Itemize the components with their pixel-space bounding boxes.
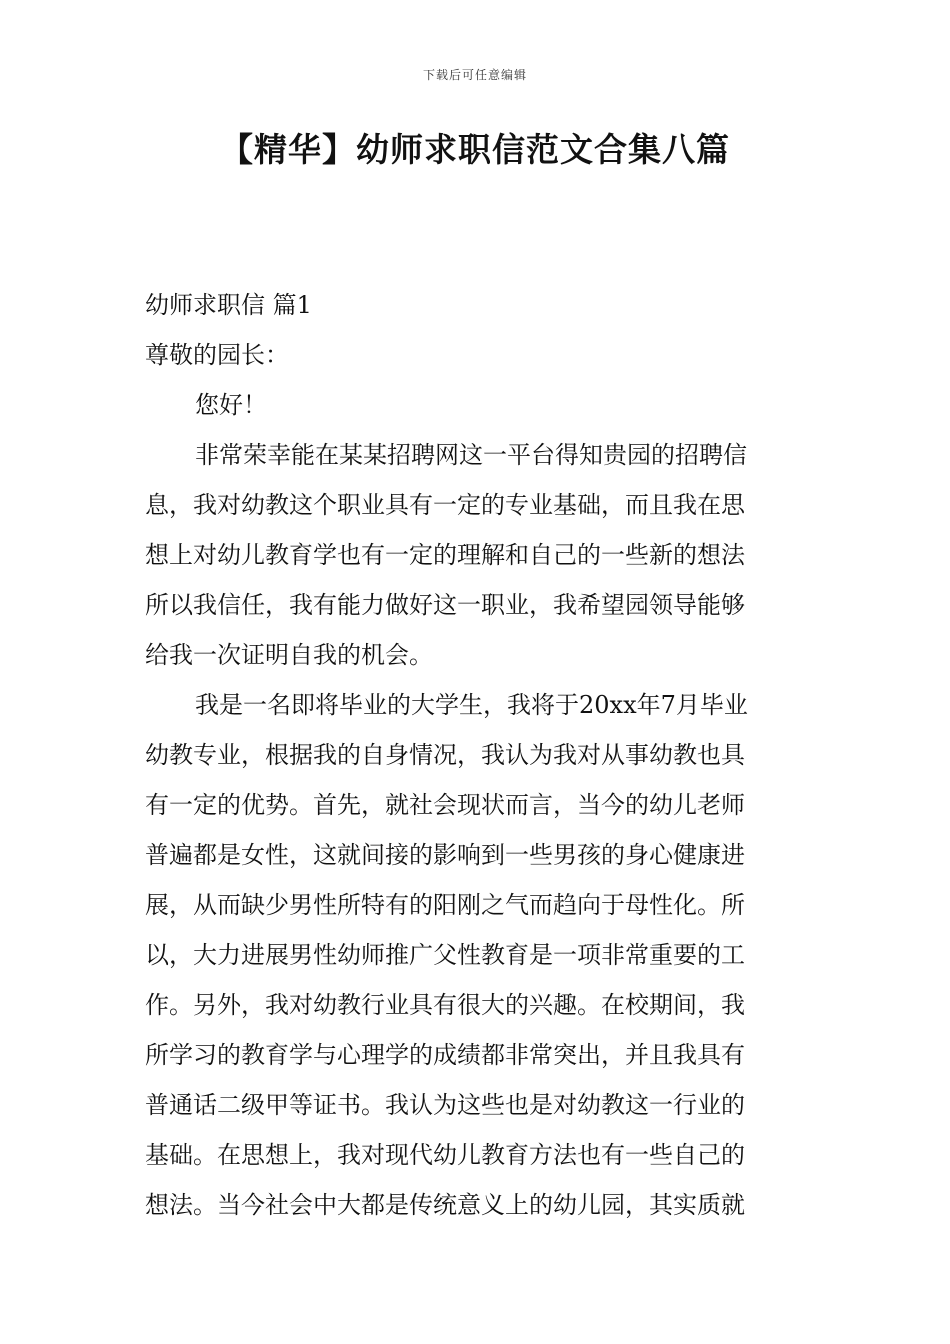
paragraph-line: 所以我信任，我有能力做好这一职业，我希望园领导能够	[145, 591, 745, 619]
salutation: 尊敬的园长：	[145, 341, 289, 369]
paragraph-line: 想上对幼儿教育学也有一定的理解和自己的一些新的想法	[145, 541, 745, 569]
paragraph-line: 给我一次证明自我的机会。	[145, 641, 433, 669]
paragraph-line: 非常荣幸能在某某招聘网这一平台得知贵园的招聘信	[195, 441, 747, 469]
paragraph-line: 想法。当今社会中大都是传统意义上的幼儿园，其实质就	[145, 1191, 745, 1219]
paragraph-line: 以，大力进展男性幼师推广父性教育是一项非常重要的工	[145, 941, 745, 969]
paragraph-line: 息，我对幼教这个职业具有一定的专业基础，而且我在思	[145, 491, 745, 519]
document-title: 【精华】幼师求职信范文合集八篇	[220, 130, 730, 169]
paragraph-line: 基础。在思想上，我对现代幼儿教育方法也有一些自己的	[145, 1141, 745, 1169]
paragraph-line: 作。另外，我对幼教行业具有很大的兴趣。在校期间，我	[145, 991, 745, 1019]
paragraph-line: 展，从而缺少男性所特有的阳刚之气而趋向于母性化。所	[145, 891, 745, 919]
greeting: 您好！	[195, 391, 267, 419]
paragraph-line: 有一定的优势。首先，就社会现状而言，当今的幼儿老师	[145, 791, 745, 819]
paragraph-line: 所学习的教育学与心理学的成绩都非常突出，并且我具有	[145, 1041, 745, 1069]
header-note: 下载后可任意编辑	[422, 68, 527, 82]
paragraph-line: 普遍都是女性，这就间接的影响到一些男孩的身心健康进	[145, 841, 745, 869]
paragraph-line: 我是一名即将毕业的大学生，我将于20xx年7月毕业	[195, 691, 748, 719]
section-heading: 幼师求职信 篇1	[145, 291, 312, 319]
paragraph-1	[145, 430, 807, 680]
paragraph-line: 幼教专业，根据我的自身情况，我认为我对从事幼教也具	[145, 741, 745, 769]
paragraph-2	[145, 680, 807, 1230]
letter-body	[145, 280, 807, 1230]
paragraph-line: 普通话二级甲等证书。我认为这些也是对幼教这一行业的	[145, 1091, 745, 1119]
